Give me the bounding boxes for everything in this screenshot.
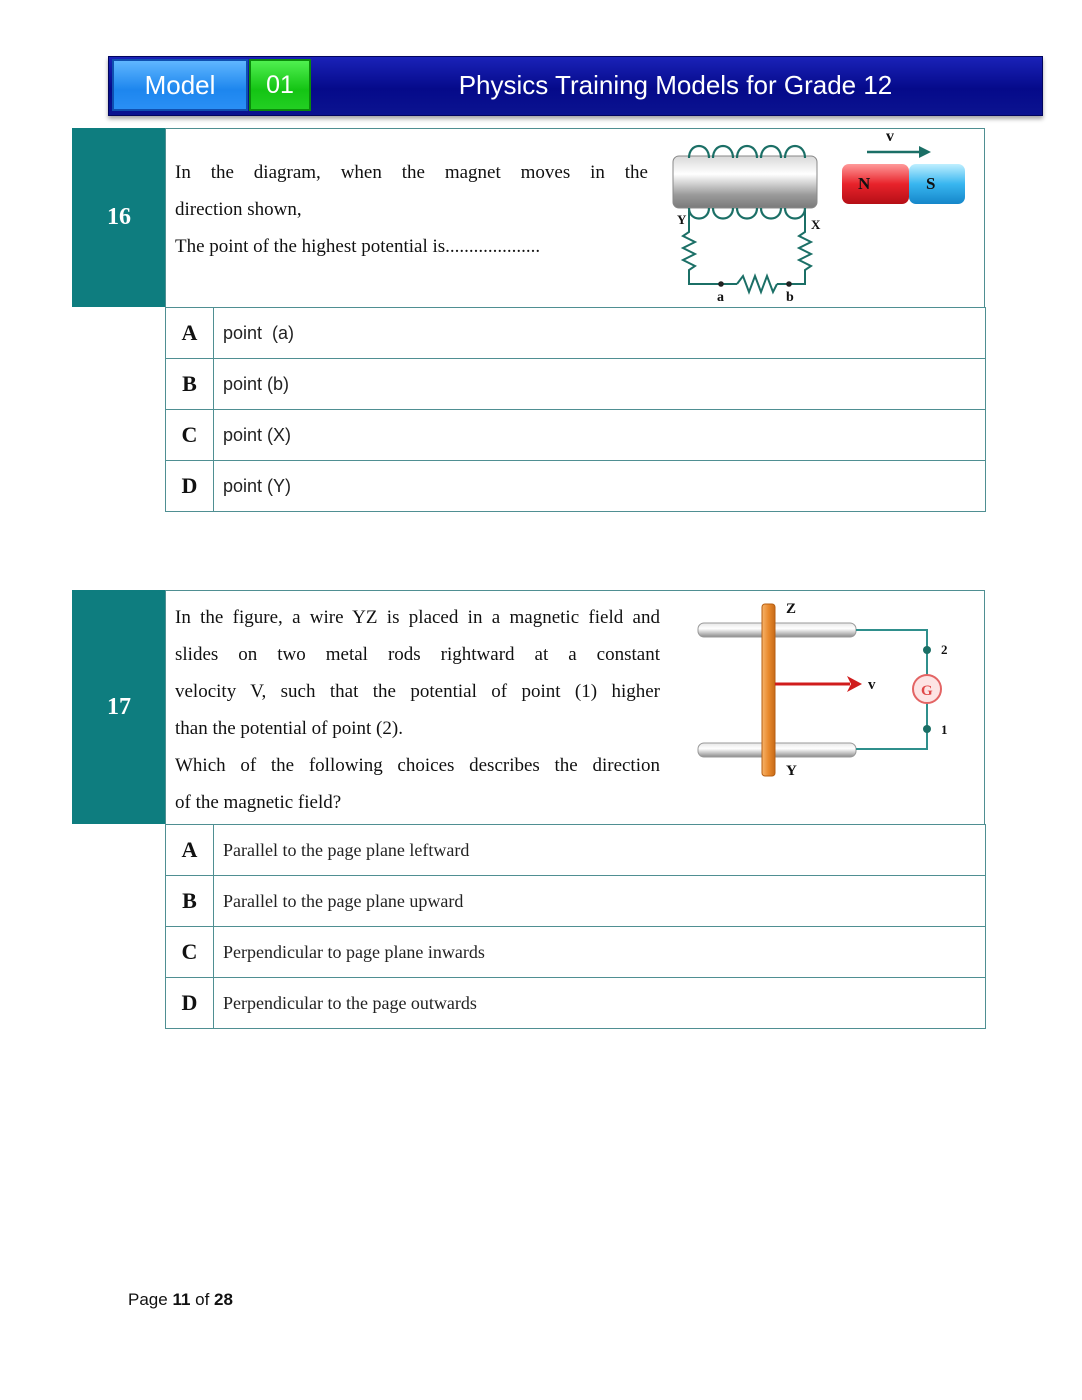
question-17-line-5: Which of the following choices describes the direction [175,755,660,776]
label-1: 1 [941,722,948,737]
choice-row[interactable] [166,978,986,1029]
choice-row[interactable] [166,308,986,359]
circuit-wires [683,210,811,292]
total-pages: 28 [214,1290,233,1309]
magnet-south [909,164,965,204]
footer-middle: of [190,1290,215,1309]
choice-text: point (b) [214,359,986,410]
label-x: X [811,217,821,232]
question-17-line-2: slides on two metal rods rightward at a constant [175,644,660,665]
label-y: Y [786,763,797,779]
choice-row[interactable] [166,359,986,410]
model-number: 01 [249,59,311,111]
choice-row[interactable] [166,461,986,512]
bottom-rod [698,743,856,757]
question-16-figure [665,128,980,306]
label-a: a [717,290,724,305]
choice-text: point (X) [214,410,986,461]
question-17-line-6: of the magnetic field? [175,792,342,813]
label-v: v [886,128,894,145]
coil-core [673,156,817,208]
point-b-dot [786,281,792,287]
question-16-line-3: The point of the highest potential is.................... [175,236,541,257]
choice-row[interactable] [166,410,986,461]
question-16-line-2: direction shown, [175,199,302,220]
choice-letter: C [166,927,214,978]
sliding-wire [762,604,775,776]
label-north: N [858,174,871,193]
point-1-dot [923,725,931,733]
question-17-text [175,599,660,821]
magnet-north [842,164,909,204]
choice-letter: A [166,308,214,359]
velocity-arrow-head [919,146,931,158]
choice-letter: B [166,359,214,410]
point-a-dot [718,281,724,287]
choice-text: Perpendicular to page plane inwards [214,927,986,978]
label-g: G [921,683,933,699]
question-17-choices [165,824,986,1029]
choice-row[interactable] [166,825,986,876]
choice-letter: B [166,876,214,927]
point-2-dot [923,646,931,654]
choice-letter: A [166,825,214,876]
question-17-line-1: In the figure, a wire YZ is placed in a magnetic field and [175,607,660,628]
page-title: Physics Training Models for Grade 12 [458,69,893,100]
page-footer [128,1290,233,1310]
choice-text: Parallel to the page plane upward [214,876,986,927]
choice-letter: D [166,978,214,1029]
question-number-17: 17 [72,590,166,824]
question-17-line-4: than the potential of point (2). [175,718,403,739]
choice-text: point (Y) [214,461,986,512]
choice-text: point (a) [214,308,986,359]
model-label: Model [112,59,248,111]
choice-letter: D [166,461,214,512]
label-2: 2 [941,642,948,657]
current-page: 11 [172,1290,191,1309]
label-south: S [926,174,936,193]
question-number-16: 16 [72,128,166,307]
question-16-line-1: In the diagram, when the magnet moves in the [175,162,648,183]
question-17-line-3: velocity V, such that the potential of point (1) higher [175,681,660,702]
question-16-choices [165,307,986,512]
label-z: Z [786,601,797,617]
footer-prefix: Page [128,1290,173,1309]
label-y: Y [677,212,687,227]
choice-text: Perpendicular to the page outwards [214,978,986,1029]
choice-text: Parallel to the page plane leftward [214,825,986,876]
header-banner [108,56,1043,116]
top-rod [698,623,856,637]
question-16-text [175,154,648,265]
label-b: b [786,290,794,305]
choice-letter: C [166,410,214,461]
choice-row[interactable] [166,876,986,927]
label-v: v [868,677,876,693]
question-17-figure [690,594,975,784]
choice-row[interactable] [166,927,986,978]
